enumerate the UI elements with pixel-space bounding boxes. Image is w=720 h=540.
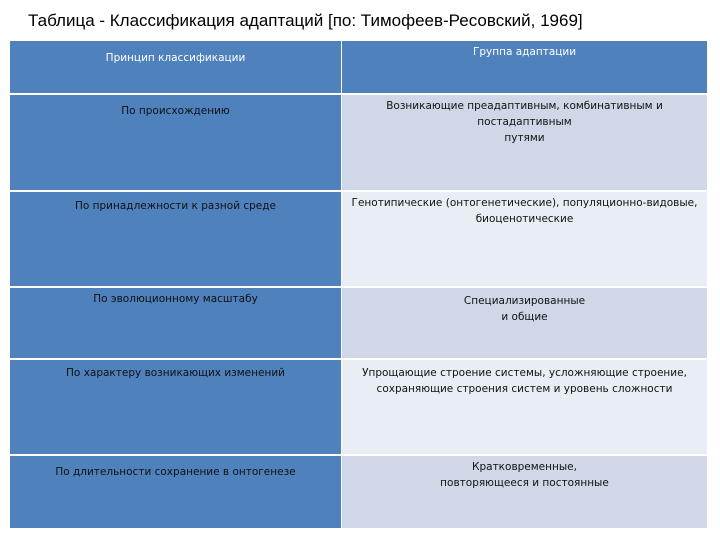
principle-text: По длительности сохранение в онтогенезе	[55, 466, 296, 478]
group-text	[342, 95, 707, 146]
principle-cell	[10, 455, 342, 529]
principle-cell	[10, 359, 342, 455]
header-principle-cell	[10, 41, 342, 94]
group-line: путями	[504, 132, 545, 144]
group-line: повторяющееся и постоянные	[440, 477, 609, 489]
group-line: и общие	[501, 311, 548, 323]
classification-table	[10, 41, 708, 530]
page-title: Таблица - Классификация адаптаций [по: Тимофеев-Ресовский, 1969]	[28, 11, 583, 30]
group-line: Возникающие преадаптивным, комбинативным и постадаптивным	[386, 100, 663, 128]
group-cell	[342, 191, 708, 287]
group-cell	[342, 94, 708, 191]
principle-text: По эволюционному масштабу	[93, 293, 258, 305]
group-line: Кратковременные,	[472, 461, 577, 473]
group-cell	[342, 359, 708, 455]
group-line: сохраняющие строения систем и уровень сложности	[376, 383, 673, 395]
table-row	[10, 359, 708, 455]
header-group-cell	[342, 41, 708, 94]
principle-cell	[10, 191, 342, 287]
table-header-row	[10, 41, 708, 94]
group-cell	[342, 287, 708, 359]
table-row	[10, 287, 708, 359]
principle-cell	[10, 287, 342, 359]
group-line: биоценотические	[475, 213, 574, 225]
group-text	[342, 360, 707, 397]
group-text	[342, 456, 707, 491]
principle-cell	[10, 94, 342, 191]
header-principle: Принцип классификации	[105, 52, 246, 64]
table-row	[10, 94, 708, 191]
principle-text: По происхождению	[121, 105, 230, 117]
group-line: Генотипические (онтогенетические), популяционно-видовые,	[351, 197, 698, 209]
group-text	[342, 192, 707, 227]
header-group: Группа адаптации	[472, 46, 577, 58]
group-text	[342, 288, 707, 325]
table-row	[10, 455, 708, 529]
group-line: Специализированные	[463, 295, 586, 307]
group-line: Упрощающие строение системы, усложняющие строение,	[362, 367, 687, 379]
principle-text: По принадлежности к разной среде	[75, 200, 276, 212]
group-cell	[342, 455, 708, 529]
principle-text: По характеру возникающих изменений	[66, 367, 285, 379]
table-row	[10, 191, 708, 287]
